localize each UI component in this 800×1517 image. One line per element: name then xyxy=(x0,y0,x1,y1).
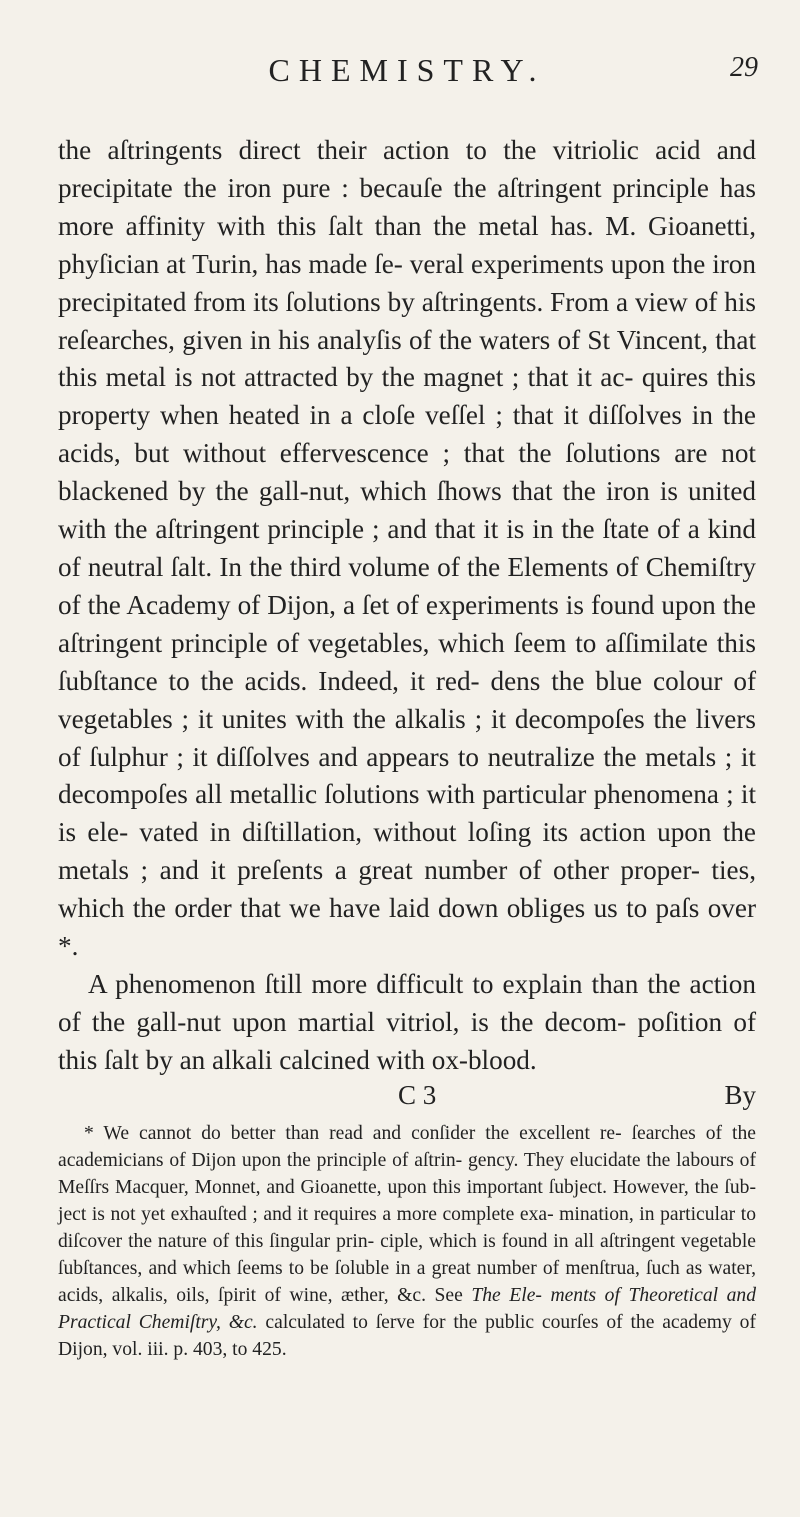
signature-line xyxy=(58,1080,756,1118)
page-header xyxy=(58,52,756,100)
footnote-book-title: The Ele- ments of Theoretical and Practical Chemiſtry, xyxy=(58,1284,756,1333)
paragraph: the aſtringents direct their action to the vitriolic acid and precipitate the iron pure : becauſe the aſtringent principle has more affinity with this ſalt than the metal has. M. Gioanetti, phyſician at Turin, has made ſe- veral experiments upon the iron precipitated from its ſolutions by aſtringents. From a view of his reſearches, given in his analyſis of the waters of St Vincent, that this metal is not attracted by the magnet ; that it ac- quires this property when heated in a cloſe veſſel ; that it diſſolves in the acids, but without effervescence ; that the ſolutions are not blackened by the gall-nut, which ſhows that the iron is united with the aſtringent principle ; and that it is in the ſtate of a kind of neutral ſalt. In the third volume of the Elements of Chemiſtry of the Academy of Dijon, a ſet of experiments is found upon the aſtringent principle of vegetables, which ſeem to aſſimilate this ſubſtance to the acids. Indeed, it red- dens the blue colour of vegetables ; it unites with the alkalis ; it decompoſes the livers of ſulphur ; it diſſolves and appears to neutralize the metals ; it decompoſes all metallic ſolutions with particular phenomena ; it is ele- vated in diſtillation, without loſing its action upon the metals ; and it preſents a great number of other proper- ties, which the order that we have laid down obliges us to paſs over *. xyxy=(58,135,756,962)
page-number: 29 xyxy=(730,52,758,83)
catchword: By xyxy=(724,1079,756,1110)
signature-mark: C 3 xyxy=(398,1079,437,1110)
paragraph: A phenomenon ſtill more difficult to explain than the action of the gall-nut upon martial vitriol, is the decom- poſition of this ſalt by an alkali calcined with ox-blood. xyxy=(58,968,756,1075)
footnote-text-end: calculated to ſerve for the public courſes of the academy of Dijon, vol. iii. p. 403, to 425. xyxy=(58,1311,756,1360)
footnote-text: * We cannot do better than read and conſider the excellent re- ſearches of the academicians of Dijon upon the principle of aſtrin- gency. They elucidate the labours of Meſſrs Macquer, Monnet, and Gioanette, upon this important ſubject. However, the ſub- ject is not yet exhauſted ; and it requires a more complete exa- mination, in particular to diſcover the nature of this ſingular prin- ciple, which is found in all aſtringent vegetable ſubſtances, and which ſeems to be ſoluble in a great number of menſtrua, ſuch as water, acids, alkalis, oils, ſpirit of wine, æther, &c. See xyxy=(58,1122,756,1306)
footnote xyxy=(58,1120,756,1363)
body-text xyxy=(58,132,756,1080)
footnote-etc: &c. xyxy=(228,1311,258,1333)
running-title: CHEMISTRY. xyxy=(268,52,546,88)
